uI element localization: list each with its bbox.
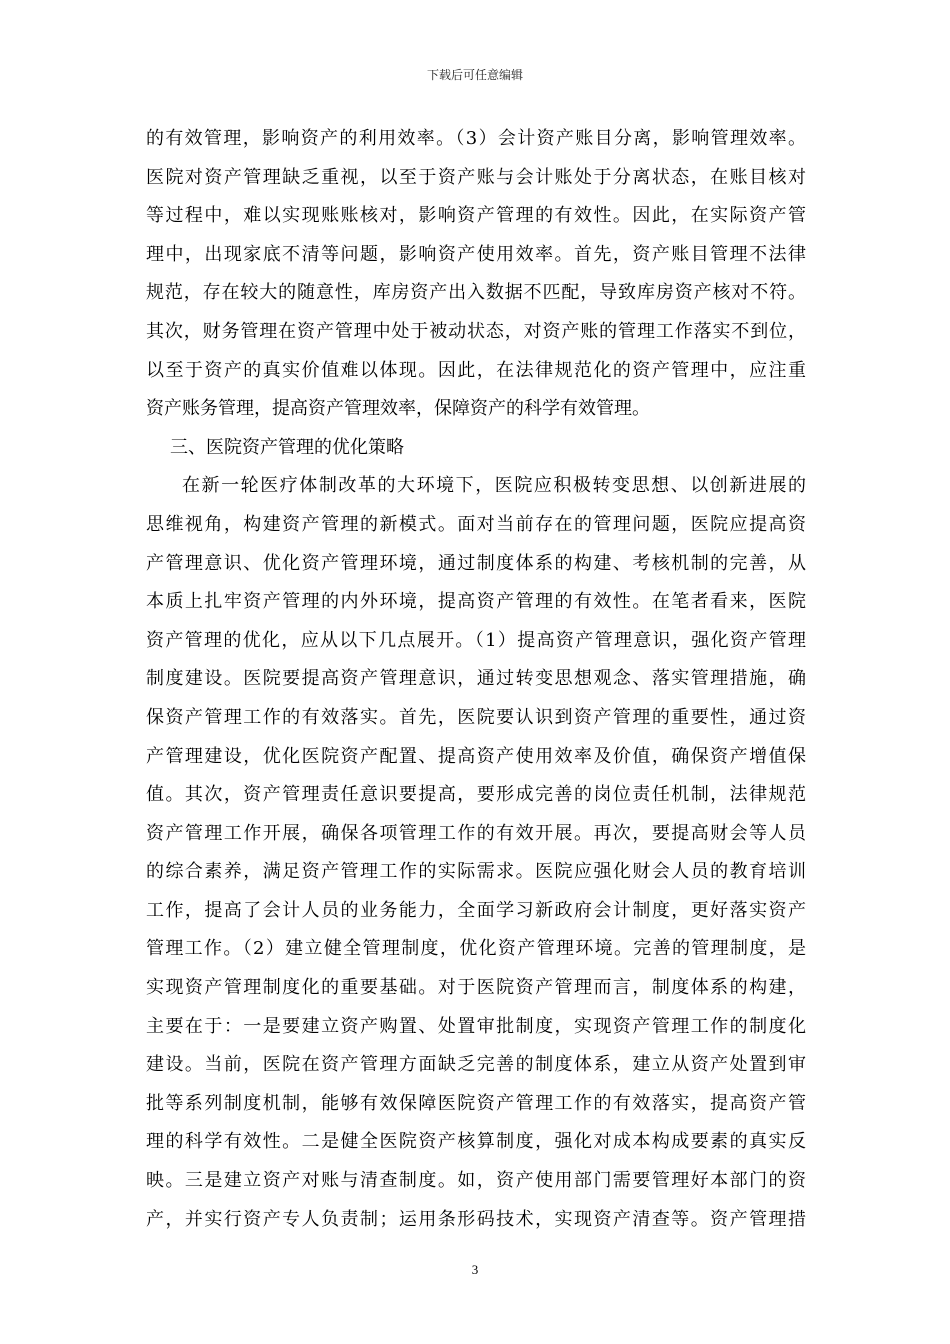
text-line: 理中，出现家底不清等问题，影响资产使用效率。首先，资产账目管理不法律 <box>146 243 806 265</box>
text-line: 实现资产管理制度化的重要基础。对于医院资产管理而言，制度体系的构建， <box>146 977 806 999</box>
text-line: 映。三是建立资产对账与清查制度。如，资产使用部门需要管理好本部门的资 <box>146 1170 806 1192</box>
text-line: 其次，财务管理在资产管理中处于被动状态，对资产账的管理工作落实不到位， <box>146 320 806 342</box>
text-line: 本质上扎牢资产管理的内外环境，提高资产管理的有效性。在笔者看来，医院 <box>146 591 806 613</box>
text-line: 建设。当前，医院在资产管理方面缺乏完善的制度体系，建立从资产处置到审 <box>146 1054 806 1076</box>
text-line: 产，并实行资产专人负责制；运用条形码技术，实现资产清查等。资产管理措 <box>146 1208 806 1230</box>
text-line: 资产管理的优化，应从以下几点展开。（1）提高资产管理意识，强化资产管理 <box>146 629 806 651</box>
text-line: 主要在于：一是要建立资产购置、处置审批制度，实现资产管理工作的制度化 <box>146 1015 806 1037</box>
text-line: 的综合素养，满足资产管理工作的实际需求。医院应强化财会人员的教育培训 <box>146 861 806 883</box>
section-heading: 三、医院资产管理的优化策略 <box>170 436 404 458</box>
text-line: 产管理意识、优化资产管理环境，通过制度体系的构建、考核机制的完善，从 <box>146 552 806 574</box>
text-line: 工作，提高了会计人员的业务能力，全面学习新政府会计制度，更好落实资产 <box>146 899 806 921</box>
page-number: 3 <box>471 1262 479 1277</box>
text-line: 值。其次，资产管理责任意识要提高，要形成完善的岗位责任机制，法律规范 <box>146 784 806 806</box>
text-line: 思维视角，构建资产管理的新模式。面对当前存在的管理问题，医院应提高资 <box>146 513 806 535</box>
text-line: 管理工作。（2）建立健全管理制度，优化资产管理环境。完善的管理制度，是 <box>146 938 806 960</box>
text-line: 规范，存在较大的随意性，库房资产出入数据不匹配，导致库房资产核对不符。 <box>146 282 806 304</box>
text-line: 的有效管理，影响资产的利用效率。（3）会计资产账目分离，影响管理效率。 <box>146 128 806 149</box>
text-line: 产管理建设，优化医院资产配置、提高资产使用效率及价值，确保资产增值保 <box>146 745 806 767</box>
paragraph-1 <box>146 120 806 429</box>
text-line: 理的科学有效性。二是健全医院资产核算制度，强化对成本构成要素的真实反 <box>146 1131 806 1153</box>
text-line: 等过程中，难以实现账账核对，影响资产管理的有效性。因此，在实际资产管 <box>146 205 806 227</box>
text-line: 在新一轮医疗体制改革的大环境下，医院应积极转变思想、以创新进展的 <box>182 475 806 497</box>
text-line: 以至于资产的真实价值难以体现。因此，在法律规范化的资产管理中，应注重 <box>146 359 806 381</box>
text-line: 制度建设。医院要提高资产管理意识，通过转变思想观念、落实管理措施，确 <box>146 668 806 690</box>
paragraph-2 <box>146 467 806 1239</box>
text-line: 批等系列制度机制，能够有效保障医院资产管理工作的有效落实，提高资产管 <box>146 1092 806 1114</box>
document-body <box>146 120 806 1239</box>
text-line: 医院对资产管理缺乏重视，以至于资产账与会计账处于分离状态，在账目核对 <box>146 166 806 188</box>
text-line: 资产账务管理，提高资产管理效率，保障资产的科学有效管理。 <box>146 398 650 420</box>
text-line: 保资产管理工作的有效落实。首先，医院要认识到资产管理的重要性，通过资 <box>146 706 806 728</box>
text-line: 资产管理工作开展，确保各项管理工作的有效开展。再次，要提高财会等人员 <box>146 822 806 844</box>
page-header: 下载后可任意编辑 <box>426 68 523 82</box>
